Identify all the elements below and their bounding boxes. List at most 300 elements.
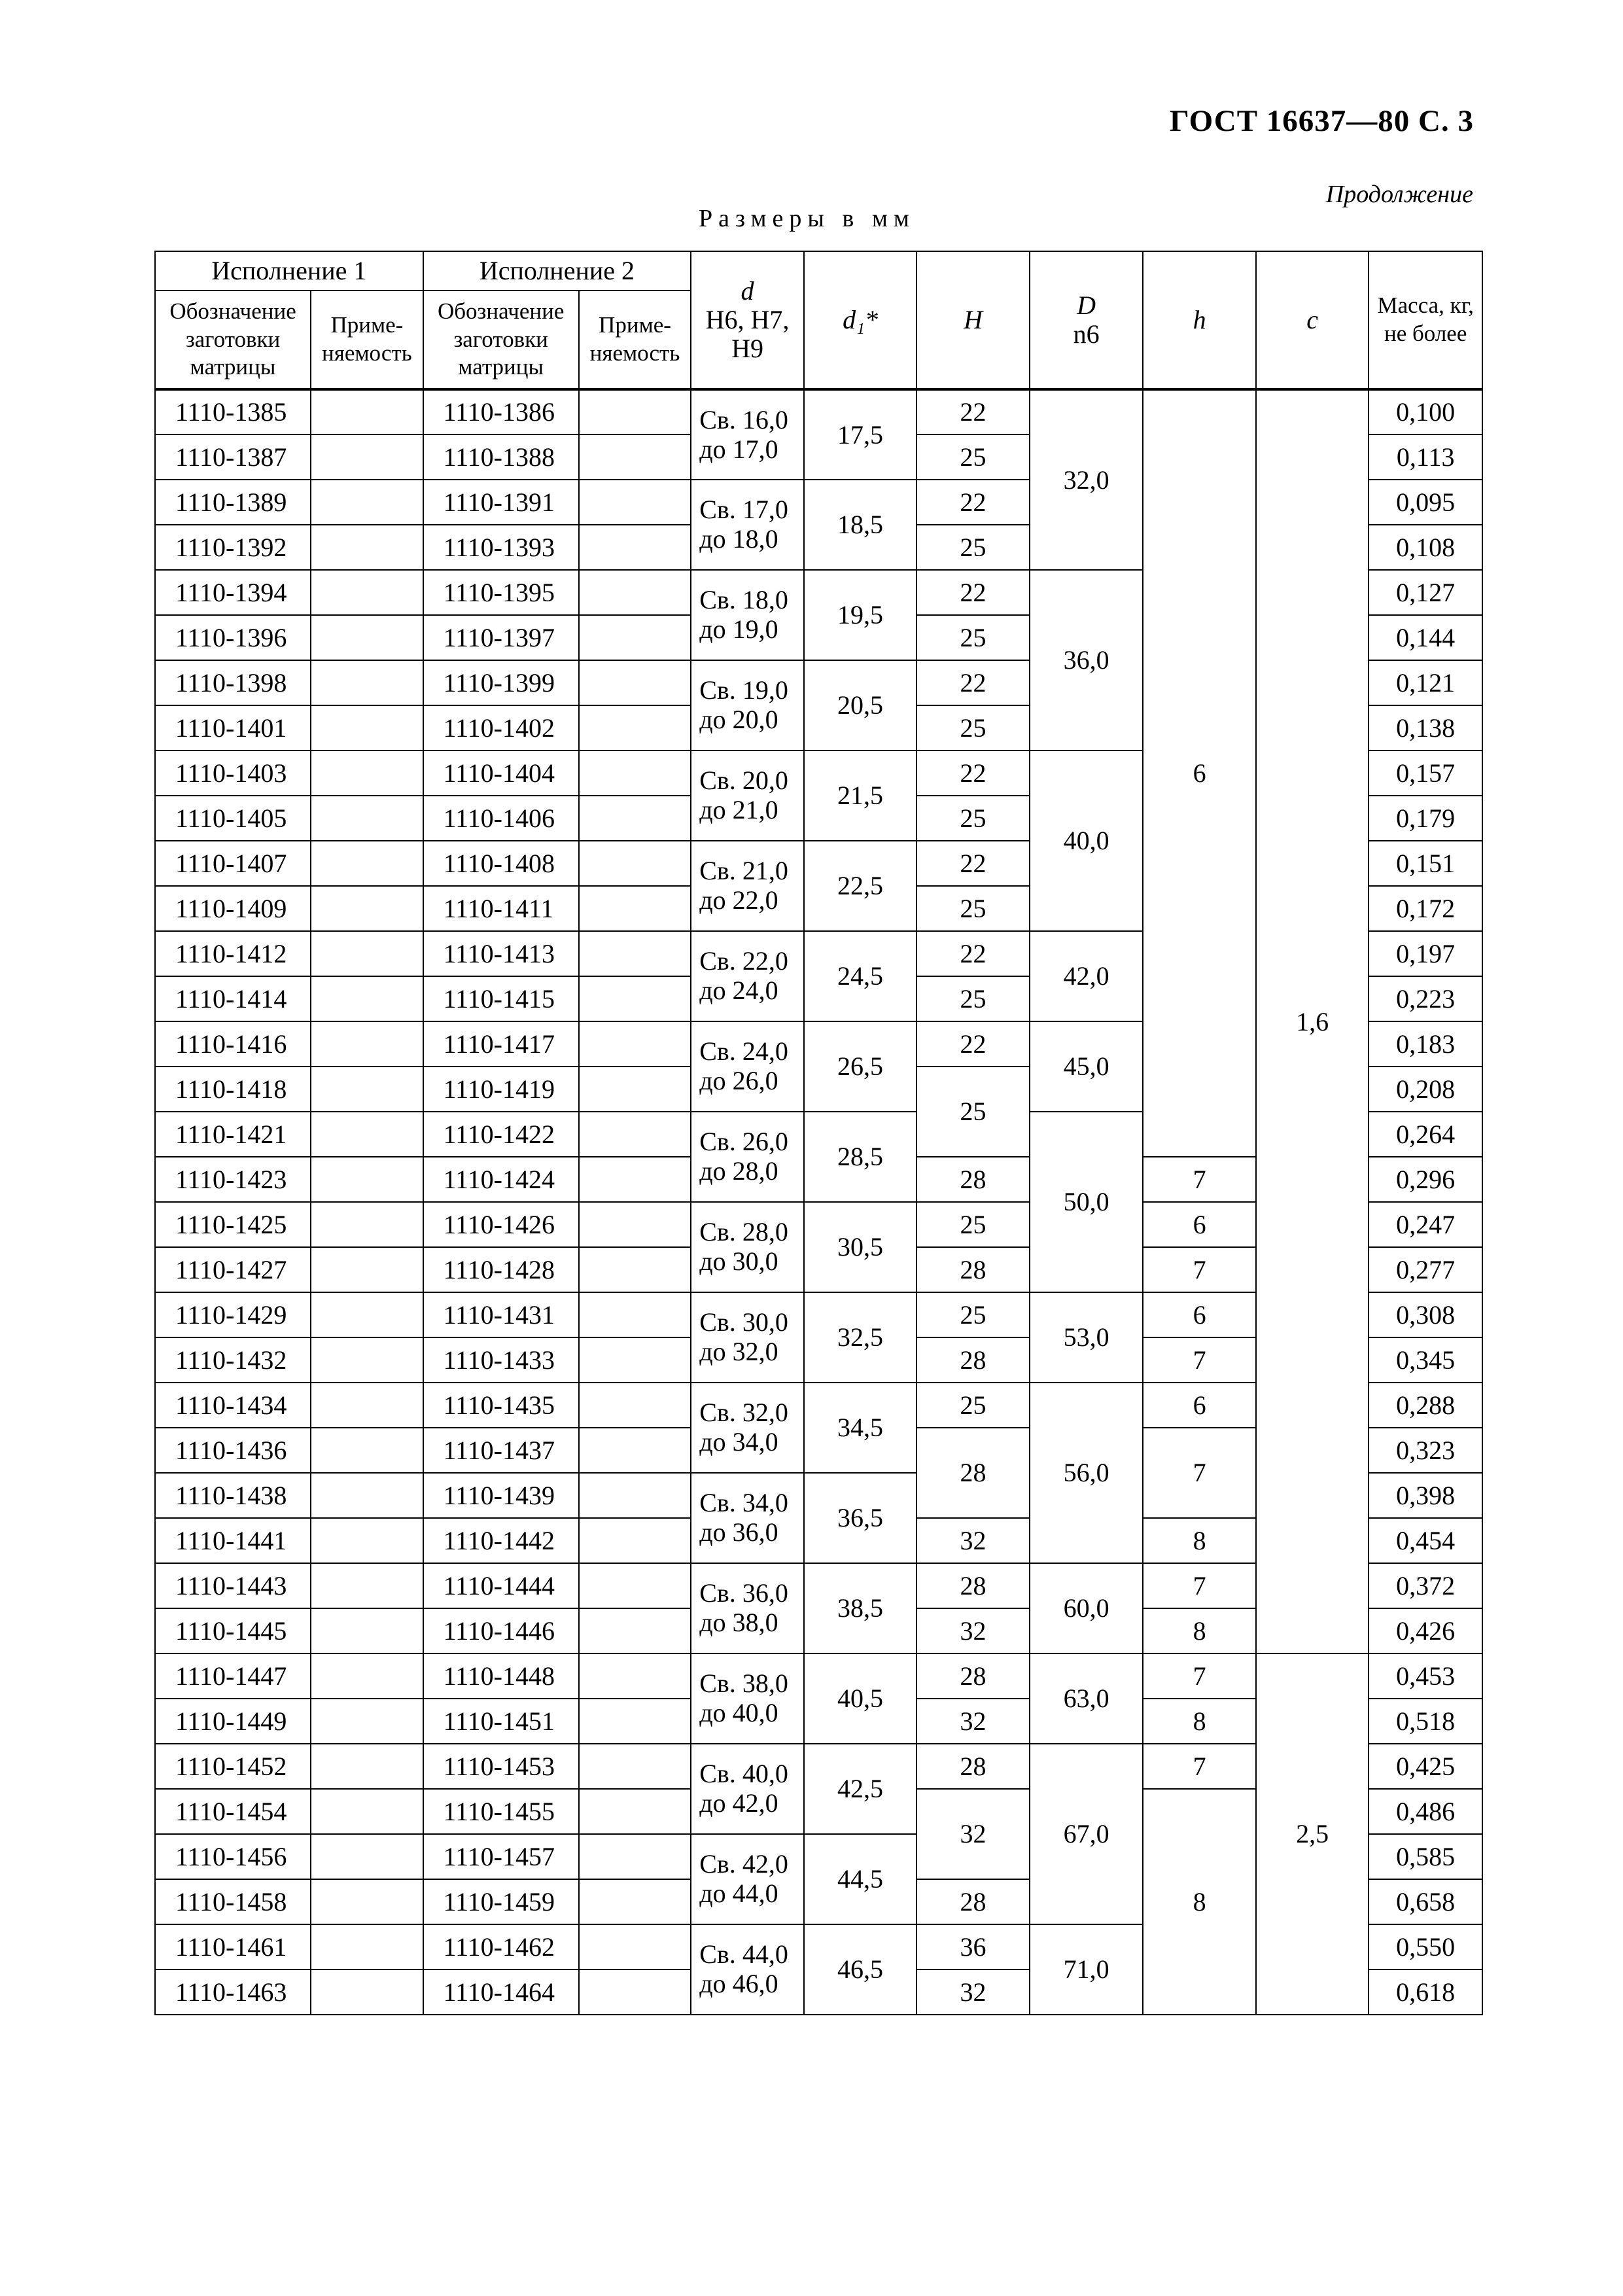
d-range-cell: Св. 20,0 до 21,0: [691, 751, 804, 841]
H-cell: 25: [916, 434, 1030, 480]
applicability-exec2-cell: [579, 1021, 691, 1067]
applicability-exec1-cell: [311, 1879, 423, 1924]
designation-exec2-cell: 1110-1419: [423, 1067, 579, 1112]
H-cell: 28: [916, 1563, 1030, 1608]
designation-exec2-cell: 1110-1444: [423, 1563, 579, 1608]
mass-cell: 0,454: [1369, 1518, 1482, 1563]
applicability-exec2-cell: [579, 570, 691, 615]
designation-exec1-cell: 1110-1385: [155, 389, 311, 434]
designation-exec1-cell: 1110-1434: [155, 1383, 311, 1428]
designation-exec2-cell: 1110-1446: [423, 1608, 579, 1653]
designation-exec1-cell: 1110-1438: [155, 1473, 311, 1518]
applicability-exec2-cell: [579, 796, 691, 841]
designation-exec2-cell: 1110-1417: [423, 1021, 579, 1067]
d-range-cell: Св. 17,0 до 18,0: [691, 480, 804, 570]
d1-cell: 21,5: [804, 751, 917, 841]
d1-cell: 36,5: [804, 1473, 917, 1563]
applicability-exec1-cell: [311, 1653, 423, 1699]
mass-cell: 0,277: [1369, 1247, 1482, 1292]
page-header: ГОСТ 16637—80 С. 3: [1169, 104, 1474, 138]
d-range-cell: Св. 44,0 до 46,0: [691, 1924, 804, 2015]
designation-exec1-cell: 1110-1447: [155, 1653, 311, 1699]
applicability-exec2-cell: [579, 1969, 691, 2015]
designation-exec1-cell: 1110-1398: [155, 660, 311, 705]
mass-cell: 0,183: [1369, 1021, 1482, 1067]
applicability-exec2-cell: [579, 1744, 691, 1789]
d-range-cell: Св. 30,0 до 32,0: [691, 1292, 804, 1383]
designation-exec1-cell: 1110-1449: [155, 1699, 311, 1744]
d-range-cell: Св. 28,0 до 30,0: [691, 1202, 804, 1292]
H-cell: 32: [916, 1699, 1030, 1744]
applicability-exec1-cell: [311, 1969, 423, 2015]
applicability-exec2-cell: [579, 1383, 691, 1428]
h-cell: 6: [1143, 1292, 1256, 1337]
designation-exec2-cell: 1110-1386: [423, 389, 579, 434]
H-cell: 28: [916, 1653, 1030, 1699]
H-cell: 28: [916, 1428, 1030, 1518]
mass-cell: 0,108: [1369, 525, 1482, 570]
h-cell: 7: [1143, 1247, 1256, 1292]
designation-exec2-cell: 1110-1439: [423, 1473, 579, 1518]
designation-exec1-cell: 1110-1414: [155, 976, 311, 1021]
mass-cell: 0,208: [1369, 1067, 1482, 1112]
mass-cell: 0,486: [1369, 1789, 1482, 1834]
d-range-cell: Св. 21,0 до 22,0: [691, 841, 804, 931]
designation-exec2-cell: 1110-1453: [423, 1744, 579, 1789]
D-cell: 40,0: [1030, 751, 1143, 931]
H-cell: 32: [916, 1969, 1030, 2015]
applicability-exec2-cell: [579, 1699, 691, 1744]
designation-exec1-cell: 1110-1405: [155, 796, 311, 841]
d1-cell: 34,5: [804, 1383, 917, 1473]
applicability-exec2-cell: [579, 976, 691, 1021]
designation-exec2-cell: 1110-1411: [423, 886, 579, 931]
d-range-cell: Св. 38,0 до 40,0: [691, 1653, 804, 1744]
D-cell: 36,0: [1030, 570, 1143, 751]
d1-cell: 32,5: [804, 1292, 917, 1383]
H-cell: 28: [916, 1157, 1030, 1202]
applicability-exec1-cell: [311, 1021, 423, 1067]
header-designation-1: Обозначение заготовки матрицы: [155, 291, 311, 389]
applicability-exec1-cell: [311, 1157, 423, 1202]
header-mass: Масса, кг, не более: [1369, 251, 1482, 389]
mass-cell: 0,308: [1369, 1292, 1482, 1337]
applicability-exec2-cell: [579, 615, 691, 660]
designation-exec2-cell: 1110-1435: [423, 1383, 579, 1428]
applicability-exec2-cell: [579, 389, 691, 434]
h-cell: 6: [1143, 1383, 1256, 1428]
designation-exec2-cell: 1110-1428: [423, 1247, 579, 1292]
D-cell: 53,0: [1030, 1292, 1143, 1383]
d1-cell: 17,5: [804, 389, 917, 480]
designation-exec1-cell: 1110-1429: [155, 1292, 311, 1337]
table-body: [155, 389, 1482, 2015]
designation-exec1-cell: 1110-1432: [155, 1337, 311, 1383]
H-cell: 22: [916, 660, 1030, 705]
header-h: h: [1143, 251, 1256, 389]
designation-exec2-cell: 1110-1399: [423, 660, 579, 705]
header-H: H: [916, 251, 1030, 389]
d1-cell: 46,5: [804, 1924, 917, 2015]
mass-cell: 0,550: [1369, 1924, 1482, 1969]
d-range-cell: Св. 32,0 до 34,0: [691, 1383, 804, 1473]
mass-cell: 0,121: [1369, 660, 1482, 705]
applicability-exec2-cell: [579, 1202, 691, 1247]
applicability-exec1-cell: [311, 1067, 423, 1112]
H-cell: 25: [916, 1292, 1030, 1337]
mass-cell: 0,345: [1369, 1337, 1482, 1383]
applicability-exec1-cell: [311, 705, 423, 751]
designation-exec1-cell: 1110-1409: [155, 886, 311, 931]
designation-exec2-cell: 1110-1408: [423, 841, 579, 886]
mass-cell: 0,100: [1369, 389, 1482, 434]
header-applicability-1: Приме-няемость: [311, 291, 423, 389]
H-cell: 25: [916, 705, 1030, 751]
designation-exec2-cell: 1110-1406: [423, 796, 579, 841]
designation-exec2-cell: 1110-1437: [423, 1428, 579, 1473]
mass-cell: 0,113: [1369, 434, 1482, 480]
designation-exec1-cell: 1110-1423: [155, 1157, 311, 1202]
D-cell: 60,0: [1030, 1563, 1143, 1653]
d-range-cell: Св. 40,0 до 42,0: [691, 1744, 804, 1834]
mass-cell: 0,425: [1369, 1744, 1482, 1789]
applicability-exec1-cell: [311, 1744, 423, 1789]
mass-cell: 0,323: [1369, 1428, 1482, 1473]
header-d: [691, 251, 804, 389]
designation-exec2-cell: 1110-1457: [423, 1834, 579, 1879]
designation-exec2-cell: 1110-1431: [423, 1292, 579, 1337]
applicability-exec2-cell: [579, 1789, 691, 1834]
designation-exec2-cell: 1110-1397: [423, 615, 579, 660]
applicability-exec2-cell: [579, 1563, 691, 1608]
designation-exec1-cell: 1110-1425: [155, 1202, 311, 1247]
applicability-exec2-cell: [579, 1653, 691, 1699]
mass-cell: 0,288: [1369, 1383, 1482, 1428]
applicability-exec2-cell: [579, 1337, 691, 1383]
units-caption: Размеры в мм: [699, 205, 915, 232]
applicability-exec1-cell: [311, 615, 423, 660]
applicability-exec1-cell: [311, 796, 423, 841]
applicability-exec2-cell: [579, 1067, 691, 1112]
header-execution-1: Исполнение 1: [155, 251, 423, 291]
d-range-cell: Св. 16,0 до 17,0: [691, 389, 804, 480]
H-cell: 28: [916, 1247, 1030, 1292]
applicability-exec2-cell: [579, 841, 691, 886]
applicability-exec1-cell: [311, 1202, 423, 1247]
mass-cell: 0,247: [1369, 1202, 1482, 1247]
header-d-symbol: d: [741, 276, 754, 306]
applicability-exec1-cell: [311, 570, 423, 615]
H-cell: 25: [916, 886, 1030, 931]
designation-exec1-cell: 1110-1436: [155, 1428, 311, 1473]
applicability-exec2-cell: [579, 1834, 691, 1879]
designation-exec1-cell: 1110-1418: [155, 1067, 311, 1112]
H-cell: 25: [916, 615, 1030, 660]
mass-cell: 0,127: [1369, 570, 1482, 615]
mass-cell: 0,453: [1369, 1653, 1482, 1699]
H-cell: 25: [916, 1383, 1030, 1428]
designation-exec1-cell: 1110-1461: [155, 1924, 311, 1969]
applicability-exec2-cell: [579, 705, 691, 751]
H-cell: 22: [916, 931, 1030, 976]
table-row: [155, 1653, 1482, 1699]
H-cell: 22: [916, 751, 1030, 796]
designation-exec2-cell: 1110-1448: [423, 1653, 579, 1699]
designation-exec2-cell: 1110-1459: [423, 1879, 579, 1924]
applicability-exec1-cell: [311, 480, 423, 525]
d-range-cell: Св. 19,0 до 20,0: [691, 660, 804, 751]
H-cell: 25: [916, 796, 1030, 841]
mass-cell: 0,518: [1369, 1699, 1482, 1744]
h-cell: 7: [1143, 1157, 1256, 1202]
applicability-exec1-cell: [311, 1337, 423, 1383]
header-applicability-2: Приме-няемость: [579, 291, 691, 389]
applicability-exec2-cell: [579, 931, 691, 976]
h-cell: 8: [1143, 1789, 1256, 2015]
designation-exec1-cell: 1110-1412: [155, 931, 311, 976]
applicability-exec1-cell: [311, 1834, 423, 1879]
designation-exec2-cell: 1110-1402: [423, 705, 579, 751]
H-cell: 22: [916, 1021, 1030, 1067]
d1-cell: 24,5: [804, 931, 917, 1021]
h-cell: 7: [1143, 1744, 1256, 1789]
d1-cell: 38,5: [804, 1563, 917, 1653]
d1-cell: 30,5: [804, 1202, 917, 1292]
designation-exec1-cell: 1110-1407: [155, 841, 311, 886]
H-cell: 22: [916, 389, 1030, 434]
D-cell: 45,0: [1030, 1021, 1143, 1112]
designation-exec2-cell: 1110-1388: [423, 434, 579, 480]
H-cell: 22: [916, 570, 1030, 615]
designation-exec1-cell: 1110-1441: [155, 1518, 311, 1563]
designation-exec1-cell: 1110-1452: [155, 1744, 311, 1789]
designation-exec2-cell: 1110-1391: [423, 480, 579, 525]
d-range-cell: Св. 22,0 до 24,0: [691, 931, 804, 1021]
applicability-exec1-cell: [311, 1789, 423, 1834]
applicability-exec1-cell: [311, 886, 423, 931]
designation-exec1-cell: 1110-1463: [155, 1969, 311, 2015]
designation-exec2-cell: 1110-1415: [423, 976, 579, 1021]
applicability-exec1-cell: [311, 1608, 423, 1653]
header-D-tolerance: n6: [1073, 319, 1100, 349]
applicability-exec2-cell: [579, 1157, 691, 1202]
mass-cell: 0,138: [1369, 705, 1482, 751]
applicability-exec1-cell: [311, 525, 423, 570]
applicability-exec1-cell: [311, 1112, 423, 1157]
mass-cell: 0,264: [1369, 1112, 1482, 1157]
applicability-exec1-cell: [311, 389, 423, 434]
applicability-exec2-cell: [579, 886, 691, 931]
H-cell: 25: [916, 976, 1030, 1021]
dimensions-table: [154, 251, 1483, 2015]
d-range-cell: Св. 36,0 до 38,0: [691, 1563, 804, 1653]
header-D: [1030, 251, 1143, 389]
applicability-exec1-cell: [311, 1473, 423, 1518]
H-cell: 32: [916, 1518, 1030, 1563]
designation-exec1-cell: 1110-1403: [155, 751, 311, 796]
header-c: c: [1256, 251, 1369, 389]
designation-exec1-cell: 1110-1458: [155, 1879, 311, 1924]
applicability-exec2-cell: [579, 660, 691, 705]
mass-cell: 0,144: [1369, 615, 1482, 660]
header-execution-2: Исполнение 2: [423, 251, 691, 291]
D-cell: 63,0: [1030, 1653, 1143, 1744]
D-cell: 32,0: [1030, 389, 1143, 570]
mass-cell: 0,151: [1369, 841, 1482, 886]
d-range-cell: Св. 24,0 до 26,0: [691, 1021, 804, 1112]
D-cell: 67,0: [1030, 1744, 1143, 1924]
H-cell: 28: [916, 1879, 1030, 1924]
designation-exec1-cell: 1110-1416: [155, 1021, 311, 1067]
D-cell: 42,0: [1030, 931, 1143, 1021]
designation-exec2-cell: 1110-1395: [423, 570, 579, 615]
mass-cell: 0,157: [1369, 751, 1482, 796]
applicability-exec2-cell: [579, 1924, 691, 1969]
applicability-exec1-cell: [311, 976, 423, 1021]
H-cell: 25: [916, 525, 1030, 570]
d-range-cell: Св. 42,0 до 44,0: [691, 1834, 804, 1924]
applicability-exec1-cell: [311, 1518, 423, 1563]
H-cell: 22: [916, 480, 1030, 525]
mass-cell: 0,095: [1369, 480, 1482, 525]
designation-exec1-cell: 1110-1389: [155, 480, 311, 525]
applicability-exec2-cell: [579, 1518, 691, 1563]
designation-exec1-cell: 1110-1454: [155, 1789, 311, 1834]
designation-exec1-cell: 1110-1421: [155, 1112, 311, 1157]
mass-cell: 0,179: [1369, 796, 1482, 841]
d1-cell: 40,5: [804, 1653, 917, 1744]
designation-exec2-cell: 1110-1464: [423, 1969, 579, 2015]
H-cell: 36: [916, 1924, 1030, 1969]
applicability-exec1-cell: [311, 931, 423, 976]
mass-cell: 0,296: [1369, 1157, 1482, 1202]
applicability-exec1-cell: [311, 1292, 423, 1337]
applicability-exec2-cell: [579, 1112, 691, 1157]
h-cell: 6: [1143, 1202, 1256, 1247]
applicability-exec1-cell: [311, 1563, 423, 1608]
H-cell: 32: [916, 1608, 1030, 1653]
mass-cell: 0,426: [1369, 1608, 1482, 1653]
designation-exec1-cell: 1110-1443: [155, 1563, 311, 1608]
applicability-exec2-cell: [579, 1428, 691, 1473]
designation-exec1-cell: 1110-1387: [155, 434, 311, 480]
h-cell: 8: [1143, 1699, 1256, 1744]
applicability-exec2-cell: [579, 751, 691, 796]
designation-exec2-cell: 1110-1442: [423, 1518, 579, 1563]
H-cell: 25: [916, 1202, 1030, 1247]
D-cell: 50,0: [1030, 1112, 1143, 1292]
applicability-exec1-cell: [311, 1924, 423, 1969]
h-cell: 7: [1143, 1653, 1256, 1699]
designation-exec2-cell: 1110-1404: [423, 751, 579, 796]
h-cell: 8: [1143, 1608, 1256, 1653]
h-cell: 7: [1143, 1428, 1256, 1518]
mass-cell: 0,618: [1369, 1969, 1482, 2015]
table-row: [155, 389, 1482, 434]
mass-cell: 0,197: [1369, 931, 1482, 976]
mass-cell: 0,585: [1369, 1834, 1482, 1879]
d1-cell: 19,5: [804, 570, 917, 660]
applicability-exec1-cell: [311, 841, 423, 886]
designation-exec2-cell: 1110-1413: [423, 931, 579, 976]
designation-exec1-cell: 1110-1456: [155, 1834, 311, 1879]
designation-exec2-cell: 1110-1433: [423, 1337, 579, 1383]
designation-exec1-cell: 1110-1401: [155, 705, 311, 751]
header-designation-2: Обозначение заготовки матрицы: [423, 291, 579, 389]
applicability-exec1-cell: [311, 1428, 423, 1473]
H-cell: 28: [916, 1744, 1030, 1789]
d1-cell: 42,5: [804, 1744, 917, 1834]
designation-exec1-cell: 1110-1392: [155, 525, 311, 570]
d1-cell: 22,5: [804, 841, 917, 931]
applicability-exec2-cell: [579, 1608, 691, 1653]
applicability-exec1-cell: [311, 660, 423, 705]
d1-cell: 44,5: [804, 1834, 917, 1924]
h-cell: 8: [1143, 1518, 1256, 1563]
mass-cell: 0,398: [1369, 1473, 1482, 1518]
header-d1: d₁*: [804, 251, 917, 389]
designation-exec1-cell: 1110-1394: [155, 570, 311, 615]
continuation-label: Продолжение: [1325, 181, 1473, 208]
d1-cell: 26,5: [804, 1021, 917, 1112]
h-cell: 6: [1143, 389, 1256, 1157]
mass-cell: 0,172: [1369, 886, 1482, 931]
d-range-cell: Св. 34,0 до 36,0: [691, 1473, 804, 1563]
c-cell: 2,5: [1256, 1653, 1369, 2015]
applicability-exec2-cell: [579, 1292, 691, 1337]
H-cell: 32: [916, 1789, 1030, 1879]
applicability-exec2-cell: [579, 434, 691, 480]
designation-exec2-cell: 1110-1426: [423, 1202, 579, 1247]
H-cell: 22: [916, 841, 1030, 886]
applicability-exec1-cell: [311, 1247, 423, 1292]
d1-cell: 28,5: [804, 1112, 917, 1202]
applicability-exec1-cell: [311, 434, 423, 480]
designation-exec2-cell: 1110-1393: [423, 525, 579, 570]
applicability-exec2-cell: [579, 525, 691, 570]
D-cell: 56,0: [1030, 1383, 1143, 1563]
applicability-exec1-cell: [311, 1383, 423, 1428]
applicability-exec1-cell: [311, 1699, 423, 1744]
designation-exec1-cell: 1110-1396: [155, 615, 311, 660]
d1-cell: 18,5: [804, 480, 917, 570]
designation-exec2-cell: 1110-1424: [423, 1157, 579, 1202]
H-cell: 25: [916, 1067, 1030, 1157]
applicability-exec1-cell: [311, 751, 423, 796]
designation-exec2-cell: 1110-1451: [423, 1699, 579, 1744]
applicability-exec2-cell: [579, 1473, 691, 1518]
designation-exec2-cell: 1110-1455: [423, 1789, 579, 1834]
d1-cell: 20,5: [804, 660, 917, 751]
h-cell: 7: [1143, 1563, 1256, 1608]
D-cell: 71,0: [1030, 1924, 1143, 2015]
designation-exec1-cell: 1110-1427: [155, 1247, 311, 1292]
h-cell: 7: [1143, 1337, 1256, 1383]
designation-exec1-cell: 1110-1445: [155, 1608, 311, 1653]
applicability-exec2-cell: [579, 480, 691, 525]
mass-cell: 0,372: [1369, 1563, 1482, 1608]
designation-exec2-cell: 1110-1422: [423, 1112, 579, 1157]
d-range-cell: Св. 26,0 до 28,0: [691, 1112, 804, 1202]
applicability-exec2-cell: [579, 1879, 691, 1924]
designation-exec2-cell: 1110-1462: [423, 1924, 579, 1969]
d-range-cell: Св. 18,0 до 19,0: [691, 570, 804, 660]
applicability-exec2-cell: [579, 1247, 691, 1292]
c-cell: 1,6: [1256, 389, 1369, 1653]
mass-cell: 0,658: [1369, 1879, 1482, 1924]
header-d-tolerance: H6, H7, H9: [705, 305, 790, 363]
header-D-symbol: D: [1077, 291, 1096, 320]
